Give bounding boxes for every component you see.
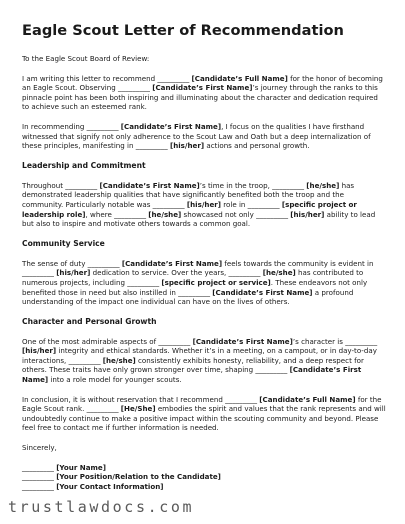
section-character bbox=[22, 317, 386, 385]
intro-paragraph-2: In recommending _________ [Candidate’s First Name], I focus on the qualities I have firsthand witnessed that signify not only adherence to the Scout Law and Oath but a deep internalization of these principles, manifesting in _________ [his/her] actions and personal growth. bbox=[22, 121, 371, 151]
section-community-service bbox=[22, 239, 386, 307]
page-title: Eagle Scout Letter of Recommendation bbox=[22, 22, 344, 39]
section-leadership bbox=[22, 161, 386, 229]
watermark: trustlawdocs.com bbox=[8, 498, 195, 516]
signature-name: _________ [Your Name] bbox=[22, 462, 106, 472]
letter-document bbox=[22, 22, 386, 492]
conclusion-paragraph: In conclusion, it is without reservation that I recommend _________ [Candidate’s Full Name] for the Eagle Scout rank. _________ [He/She] embodies the spirit and values that the rank represents and will undoubtedly continue to make a positive impact within the scouting community and beyond. Please feel free to contact me if further information is needed. bbox=[22, 394, 386, 433]
salutation: To the Eagle Scout Board of Review: bbox=[22, 54, 150, 63]
section-body: The sense of duty _________ [Candidate’s First Name] feels towards the community is evident in _________ [his/her] dedication to service. Over the years, _________ [he/she] has contributed to numerous projects, including _________ [specific project or service]. These endeavors not only benefited those in need but also instilled in _________ [Candidate’s First Name] a profound understanding of the impact one individual can have on the lives of others. bbox=[22, 258, 374, 307]
closing: Sincerely, bbox=[22, 443, 57, 453]
section-heading: Leadership and Commitment bbox=[22, 160, 146, 170]
signature-position: _________ [Your Position/Relation to the Candidate] bbox=[22, 472, 221, 482]
intro-paragraph-1: I am writing this letter to recommend _________ [Candidate’s Full Name] for the honor of becoming an Eagle Scout. Observing _________ [Candidate’s First Name]’s journey through the ranks to this pinnacle point has been both inspiring and illuminating about the character and dedication required to achieve such an esteemed rank. bbox=[22, 73, 383, 112]
signature-contact: _________ [Your Contact Information] bbox=[22, 482, 164, 492]
section-body: Throughout _________ [Candidate’s First Name]’s time in the troop, _________ [he/she] has demonstrated leadership qualities that have significantly benefited both the troop and the community. Particularly notable was _________ [his/her] role in _________ [specific project or leadership role], where _________ [he/she] showcased not only _________ [his/her] ability to lead but also to inspire and motivate others towards a common goal. bbox=[22, 180, 376, 229]
section-heading: Character and Personal Growth bbox=[22, 316, 157, 326]
signature-block bbox=[22, 463, 386, 492]
section-body: One of the most admirable aspects of _________ [Candidate’s First Name]’s character is _________ [his/her] integrity and ethical standards. Whether it’s in a meeting, on a campout, or in day-to-day interactions, _________ [he/she] consistently exhibits honesty, reliability, and a deep respect for others. These traits have only grown stronger over time, shaping _________ [Candidate’s First Name] into a role model for younger scouts. bbox=[22, 336, 378, 385]
section-heading: Community Service bbox=[22, 238, 105, 248]
